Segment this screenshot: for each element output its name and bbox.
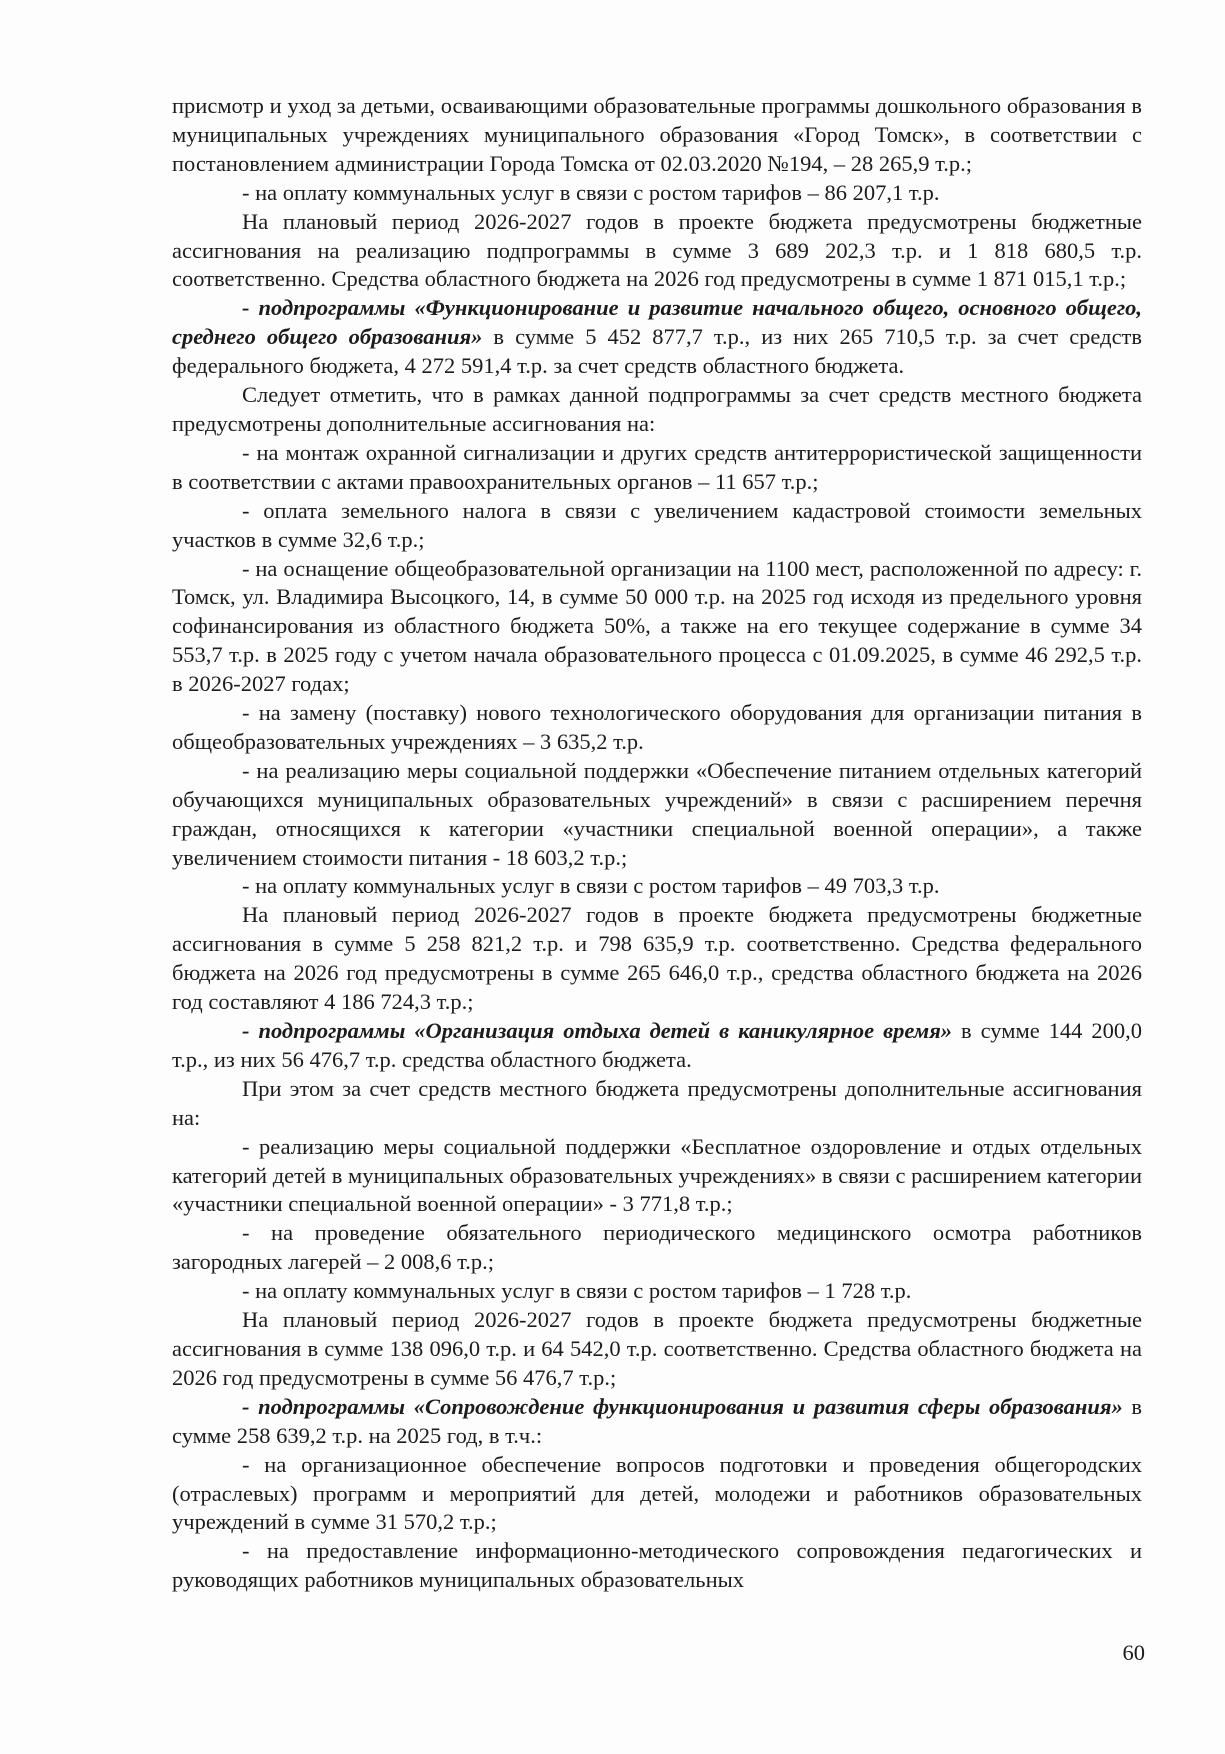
paragraph-20: - на организационное обеспечение вопросов подготовки и проведения общегородских (отраслевых) программ и мероприятий для детей, молодежи и работников образовательных учреждений в сумме 31 570,2 т.р.; bbox=[172, 1451, 1142, 1535]
paragraph-13-text: в сумме 144 200,0 т.р., из них 56 476,7 т.р. средства областного бюджета. bbox=[172, 1018, 1142, 1072]
paragraph-16: - на проведение обязательного периодического медицинского осмотра работников загородных лагерей – 2 008,6 т.р.; bbox=[172, 1220, 1142, 1275]
subprogram-title-education-support: - подпрограммы «Сопровождение функционирования и развития сферы образования» bbox=[242, 1393, 1123, 1419]
paragraph-11: - на оплату коммунальных услуг в связи с ростом тарифов – 49 703,3 т.р. bbox=[242, 873, 940, 899]
paragraph-4-text: в сумме 5 452 877,7 т.р., из них 265 710,5 т.р. за счет средств федерального бюджета, 4 272 591,4 т.р. за счет средств областного бюджета. bbox=[172, 324, 1143, 379]
paragraph-14: При этом за счет средств местного бюджета предусмотрены дополнительные ассигнования на: bbox=[172, 1075, 1142, 1130]
paragraph-6: - на монтаж охранной сигнализации и других средств антитеррористической защищенности в соответствии с актами правоохранительных органов – 11 657 т.р.; bbox=[172, 439, 1142, 494]
paragraph-3: На плановый период 2026-2027 годов в проекте бюджета предусмотрены бюджетные ассигнования на реализацию подпрограммы в сумме 3 689 202,3 т.р. и 1 818 680,5 т.р. соответственно. Средства областного бюджета на 2026 год предусмотрены в сумме 1 871 015,1 т.р.; bbox=[172, 208, 1142, 292]
paragraph-17: - на оплату коммунальных услуг в связи с ростом тарифов – 1 728 т.р. bbox=[242, 1278, 912, 1304]
paragraph-15: - реализацию меры социальной поддержки «Бесплатное оздоровление и отдых отдельных категорий детей в муниципальных образовательных учреждениях» в связи с расширением категории «участники специальной военной операции» - 3 771,8 т.р.; bbox=[172, 1133, 1142, 1217]
paragraph-2: - на оплату коммунальных услуг в связи с ростом тарифов – 86 207,1 т.р. bbox=[242, 179, 940, 205]
paragraph-7: - оплата земельного налога в связи с увеличением кадастровой стоимости земельных участков в сумме 32,6 т.р.; bbox=[172, 497, 1142, 552]
subprogram-title-general-education: - подпрограммы «Функционирование и развитие начального общего, основного общего, среднего общего образования» bbox=[172, 295, 1142, 350]
subprogram-title-holiday-rest: - подпрограммы «Организация отдыха детей в каникулярное время» bbox=[242, 1018, 953, 1043]
paragraph-4 bbox=[172, 294, 1142, 381]
page-number: 60 bbox=[1122, 1640, 1145, 1665]
paragraph-12: На плановый период 2026-2027 годов в проекте бюджета предусмотрены бюджетные ассигнования в сумме 5 258 821,2 т.р. и 798 635,9 т.р. соответственно. Средства федерального бюджета на 2026 год предусмотрены в сумме 265 646,0 т.р., средства областного бюджета на 2026 год составляют 4 186 724,3 т.р.; bbox=[172, 902, 1142, 1015]
paragraph-10: - на реализацию меры социальной поддержки «Обеспечение питанием отдельных категорий обучающихся муниципальных образовательных учреждений» в связи с расширением перечня граждан, относящихся к категории «участники специальной военной операции», а также увеличением стоимости питания - 18 603,2 т.р.; bbox=[172, 757, 1142, 870]
paragraph-8: - на оснащение общеобразовательной организации на 1100 мест, расположенной по адресу: г. Томск, ул. Владимира Высоцкого, 14, в сумме 50 000 т.р. на 2025 год исходя из предельного уровня софинансирования из областного бюджета 50%, а также на его текущее содержание в сумме 34 553,7 т.р. в 2025 году с учетом начала образовательного процесса с 01.09.2025, в сумме 46 292,5 т.р. в 2026-2027 годах; bbox=[172, 555, 1142, 697]
paragraph-1: присмотр и уход за детьми, осваивающими образовательные программы дошкольного образования в муниципальных учреждениях муниципального образования «Город Томск», в соответствии с постановлением администрации Города Томска от 02.03.2020 №194, – 28 265,9 т.р.; bbox=[172, 93, 1142, 176]
paragraph-5: Следует отметить, что в рамках данной подпрограммы за счет средств местного бюджета предусмотрены дополнительные ассигнования на: bbox=[172, 382, 1142, 436]
paragraph-18: На плановый период 2026-2027 годов в проекте бюджета предусмотрены бюджетные ассигнования в сумме 138 096,0 т.р. и 64 542,0 т.р. соответственно. Средства областного бюджета на 2026 год предусмотрены в сумме 56 476,7 т.р.; bbox=[172, 1307, 1142, 1390]
paragraph-19 bbox=[172, 1393, 1142, 1451]
paragraph-13 bbox=[172, 1017, 1142, 1075]
paragraph-19-text: в сумме 258 639,2 т.р. на 2025 год, в т.ч.: bbox=[172, 1393, 1143, 1448]
document-body bbox=[172, 92, 1142, 1595]
paragraph-21: - на предоставление информационно-методического сопровождения педагогических и руководящих работников муниципальных образовательных bbox=[172, 1538, 1142, 1593]
paragraph-9: - на замену (поставку) нового технологического оборудования для организации питания в общеобразовательных учреждениях – 3 635,2 т.р. bbox=[172, 700, 1142, 754]
